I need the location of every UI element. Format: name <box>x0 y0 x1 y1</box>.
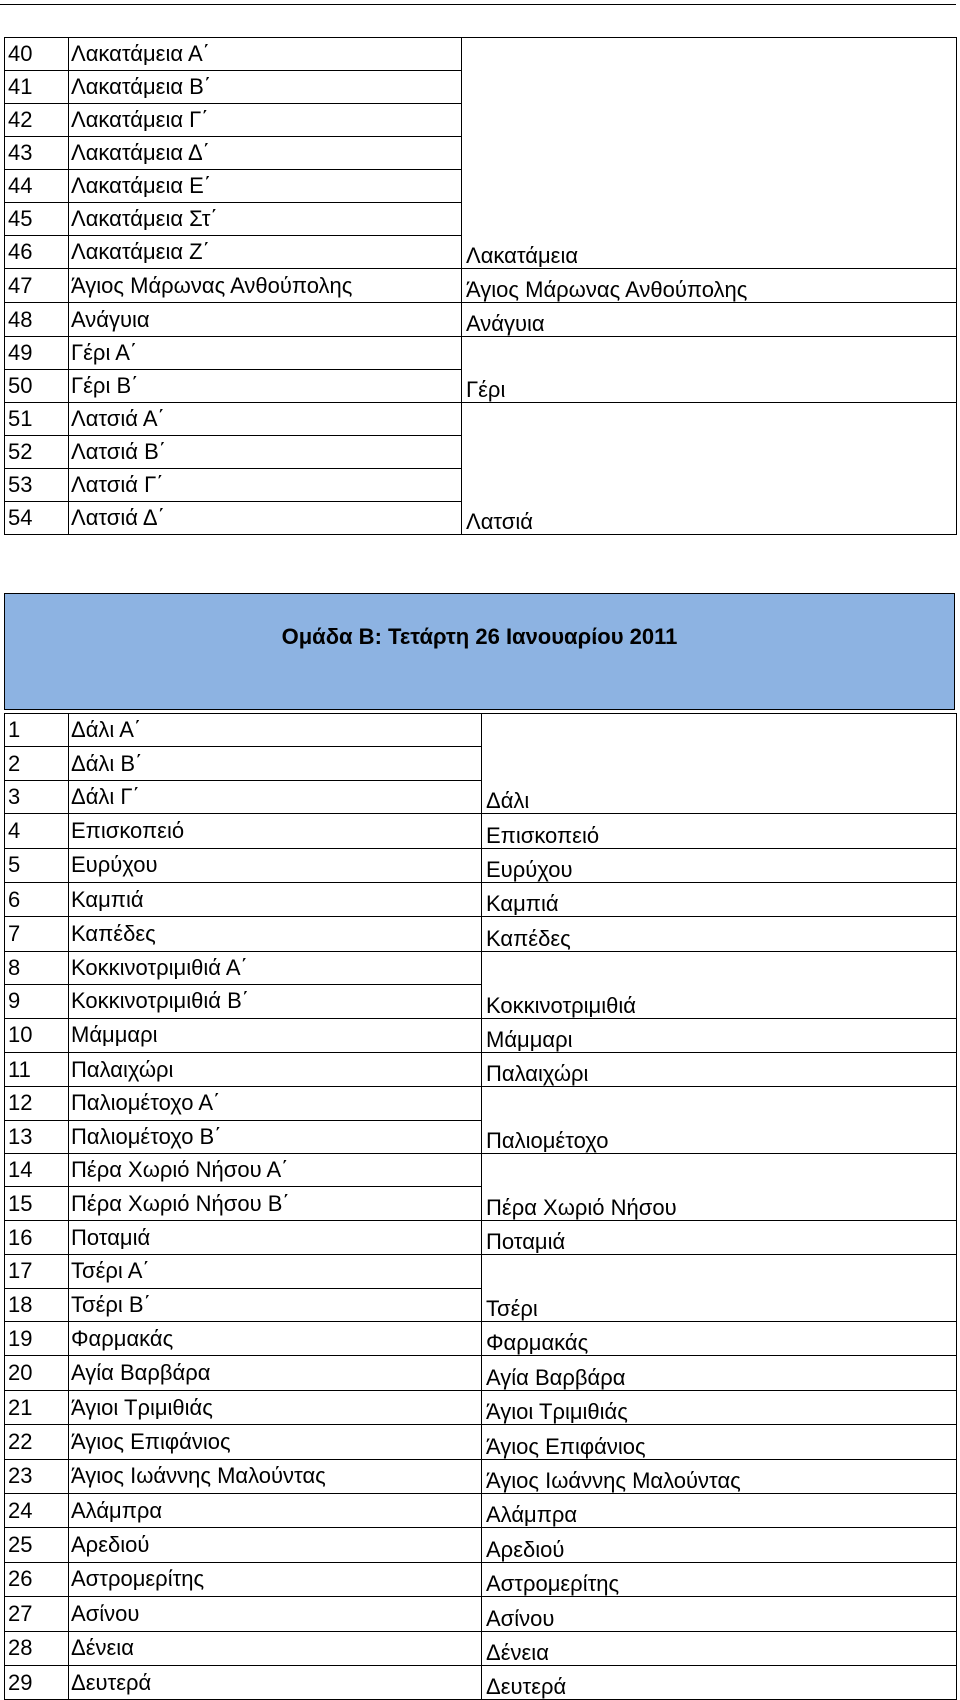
polling-station-name: Δάλι Γ΄ <box>69 780 482 813</box>
polling-station-number: 28 <box>5 1631 69 1665</box>
table-row <box>5 1255 957 1288</box>
polling-station-name: Αστρομερίτης <box>69 1562 482 1596</box>
polling-station-number: 18 <box>5 1288 69 1321</box>
table-row <box>5 814 957 848</box>
polling-table-group-b <box>4 713 957 1700</box>
polling-station-name: Λακατάμεια Α΄ <box>69 38 462 71</box>
municipality-cell: Ασίνου <box>482 1597 957 1631</box>
table-row <box>5 1154 957 1187</box>
municipality-cell: Φαρμακάς <box>482 1322 957 1356</box>
municipality-cell: Καμπιά <box>482 882 957 916</box>
municipality-cell: Πέρα Χωριό Νήσου <box>482 1154 957 1221</box>
polling-station-number: 9 <box>5 985 69 1018</box>
polling-station-name: Λατσιά Α΄ <box>69 403 462 436</box>
polling-station-number: 52 <box>5 436 69 469</box>
polling-station-name: Καπέδες <box>69 917 482 951</box>
municipality-cell: Μάμμαρι <box>482 1018 957 1052</box>
polling-station-name: Ανάγυια <box>69 303 462 337</box>
polling-station-number: 41 <box>5 71 69 104</box>
municipality-cell: Αστρομερίτης <box>482 1562 957 1596</box>
polling-station-number: 40 <box>5 38 69 71</box>
table-row <box>5 1220 957 1254</box>
polling-station-number: 25 <box>5 1528 69 1562</box>
polling-station-name: Λακατάμεια Ε΄ <box>69 170 462 203</box>
table-row <box>5 714 957 747</box>
polling-station-name: Τσέρι Β΄ <box>69 1288 482 1321</box>
municipality-cell: Ανάγυια <box>462 303 957 337</box>
polling-station-name: Επισκοπειό <box>69 814 482 848</box>
municipality-cell: Άγιος Ιωάννης Μαλούντας <box>482 1459 957 1493</box>
table-row <box>5 1597 957 1631</box>
table-row <box>5 1459 957 1493</box>
table-row <box>5 1087 957 1120</box>
municipality-cell: Άγιοι Τριμιθιάς <box>482 1390 957 1424</box>
polling-station-name: Κοκκινοτριμιθιά Β΄ <box>69 985 482 1018</box>
group-b-header <box>4 593 955 710</box>
polling-station-number: 19 <box>5 1322 69 1356</box>
polling-station-number: 12 <box>5 1087 69 1120</box>
table-row <box>5 269 957 303</box>
municipality-cell: Λακατάμεια <box>462 38 957 269</box>
polling-station-number: 29 <box>5 1665 69 1699</box>
municipality-cell: Αρεδιού <box>482 1528 957 1562</box>
municipality-cell: Επισκοπειό <box>482 814 957 848</box>
polling-station-name: Λακατάμεια Γ΄ <box>69 104 462 137</box>
polling-station-number: 3 <box>5 780 69 813</box>
table-row <box>5 38 957 71</box>
polling-station-name: Λατσιά Γ΄ <box>69 469 462 502</box>
municipality-cell: Δένεια <box>482 1631 957 1665</box>
municipality-cell: Παλιομέτοχο <box>482 1087 957 1154</box>
polling-station-number: 17 <box>5 1255 69 1288</box>
polling-station-number: 20 <box>5 1356 69 1390</box>
municipality-cell: Άγιος Μάρωνας Ανθούπολης <box>462 269 957 303</box>
polling-station-number: 42 <box>5 104 69 137</box>
polling-station-name: Άγιος Επιφάνιος <box>69 1425 482 1459</box>
polling-station-number: 1 <box>5 714 69 747</box>
polling-station-name: Λακατάμεια Β΄ <box>69 71 462 104</box>
polling-station-name: Δένεια <box>69 1631 482 1665</box>
polling-station-name: Άγιοι Τριμιθιάς <box>69 1390 482 1424</box>
polling-station-name: Λακατάμεια Δ΄ <box>69 137 462 170</box>
polling-station-number: 2 <box>5 747 69 780</box>
municipality-cell: Παλαιχώρι <box>482 1052 957 1086</box>
polling-station-number: 22 <box>5 1425 69 1459</box>
polling-station-name: Λατσιά Β΄ <box>69 436 462 469</box>
polling-station-number: 4 <box>5 814 69 848</box>
polling-station-number: 15 <box>5 1187 69 1220</box>
polling-station-name: Άγιος Ιωάννης Μαλούντας <box>69 1459 482 1493</box>
polling-station-number: 8 <box>5 951 69 984</box>
polling-station-number: 23 <box>5 1459 69 1493</box>
polling-station-number: 51 <box>5 403 69 436</box>
polling-station-name: Αλάμπρα <box>69 1493 482 1527</box>
polling-station-number: 49 <box>5 337 69 370</box>
table-row <box>5 1493 957 1527</box>
polling-station-name: Φαρμακάς <box>69 1322 482 1356</box>
group-b-title: Ομάδα Β: Τετάρτη 26 Ιανουαρίου 2011 <box>281 624 678 649</box>
table-row <box>5 1322 957 1356</box>
table-row <box>5 1562 957 1596</box>
polling-station-name: Τσέρι Α΄ <box>69 1255 482 1288</box>
polling-station-name: Γέρι Β΄ <box>69 370 462 403</box>
polling-station-number: 21 <box>5 1390 69 1424</box>
table-row <box>5 403 957 436</box>
table-row <box>5 1425 957 1459</box>
polling-station-number: 44 <box>5 170 69 203</box>
municipality-cell: Δευτερά <box>482 1665 957 1699</box>
top-rule <box>0 4 956 5</box>
polling-station-number: 10 <box>5 1018 69 1052</box>
polling-station-name: Γέρι Α΄ <box>69 337 462 370</box>
polling-station-number: 14 <box>5 1154 69 1187</box>
polling-station-name: Μάμμαρι <box>69 1018 482 1052</box>
municipality-cell: Καπέδες <box>482 917 957 951</box>
polling-station-number: 46 <box>5 236 69 269</box>
polling-station-number: 26 <box>5 1562 69 1596</box>
polling-station-number: 43 <box>5 137 69 170</box>
polling-station-number: 54 <box>5 502 69 535</box>
polling-station-number: 6 <box>5 882 69 916</box>
polling-station-number: 48 <box>5 303 69 337</box>
polling-station-number: 5 <box>5 848 69 882</box>
polling-station-name: Άγιος Μάρωνας Ανθούπολης <box>69 269 462 303</box>
polling-station-name: Αγία Βαρβάρα <box>69 1356 482 1390</box>
polling-station-number: 7 <box>5 917 69 951</box>
polling-station-name: Δάλι Α΄ <box>69 714 482 747</box>
table-row <box>5 1528 957 1562</box>
municipality-cell: Αλάμπρα <box>482 1493 957 1527</box>
polling-station-name: Ασίνου <box>69 1597 482 1631</box>
polling-station-name: Καμπιά <box>69 882 482 916</box>
table-row <box>5 951 957 984</box>
table-row <box>5 882 957 916</box>
municipality-cell: Αγία Βαρβάρα <box>482 1356 957 1390</box>
polling-station-name: Παλαιχώρι <box>69 1052 482 1086</box>
polling-station-name: Κοκκινοτριμιθιά Α΄ <box>69 951 482 984</box>
table-row <box>5 303 957 337</box>
polling-table-body-b <box>5 714 957 1700</box>
table-row <box>5 1390 957 1424</box>
polling-station-number: 45 <box>5 203 69 236</box>
polling-station-number: 11 <box>5 1052 69 1086</box>
polling-station-number: 24 <box>5 1493 69 1527</box>
polling-station-name: Πέρα Χωριό Νήσου Β΄ <box>69 1187 482 1220</box>
polling-station-name: Αρεδιού <box>69 1528 482 1562</box>
table-row <box>5 1018 957 1052</box>
table-row <box>5 848 957 882</box>
polling-station-number: 53 <box>5 469 69 502</box>
polling-station-name: Ποταμιά <box>69 1220 482 1254</box>
polling-station-number: 50 <box>5 370 69 403</box>
table-row <box>5 1631 957 1665</box>
polling-station-name: Λακατάμεια Ζ΄ <box>69 236 462 269</box>
municipality-cell: Άγιος Επιφάνιος <box>482 1425 957 1459</box>
polling-station-name: Πέρα Χωριό Νήσου Α΄ <box>69 1154 482 1187</box>
municipality-cell: Λατσιά <box>462 403 957 535</box>
table-row <box>5 1665 957 1699</box>
municipality-cell: Ποταμιά <box>482 1220 957 1254</box>
polling-station-name: Ευρύχου <box>69 848 482 882</box>
municipality-cell: Γέρι <box>462 337 957 403</box>
table-row <box>5 337 957 370</box>
polling-station-number: 13 <box>5 1120 69 1153</box>
polling-table-group-a <box>4 37 957 535</box>
polling-station-name: Παλιομέτοχο Β΄ <box>69 1120 482 1153</box>
municipality-cell: Δάλι <box>482 714 957 814</box>
polling-station-name: Δάλι Β΄ <box>69 747 482 780</box>
municipality-cell: Ευρύχου <box>482 848 957 882</box>
polling-station-name: Παλιομέτοχο Α΄ <box>69 1087 482 1120</box>
table-row <box>5 917 957 951</box>
polling-station-number: 16 <box>5 1220 69 1254</box>
municipality-cell: Κοκκινοτριμιθιά <box>482 951 957 1018</box>
municipality-cell: Τσέρι <box>482 1255 957 1322</box>
polling-station-name: Λατσιά Δ΄ <box>69 502 462 535</box>
polling-station-name: Δευτερά <box>69 1665 482 1699</box>
table-row <box>5 1356 957 1390</box>
table-row <box>5 1052 957 1086</box>
polling-station-number: 47 <box>5 269 69 303</box>
polling-station-number: 27 <box>5 1597 69 1631</box>
polling-table-body-a <box>5 38 957 535</box>
polling-station-name: Λακατάμεια Στ΄ <box>69 203 462 236</box>
